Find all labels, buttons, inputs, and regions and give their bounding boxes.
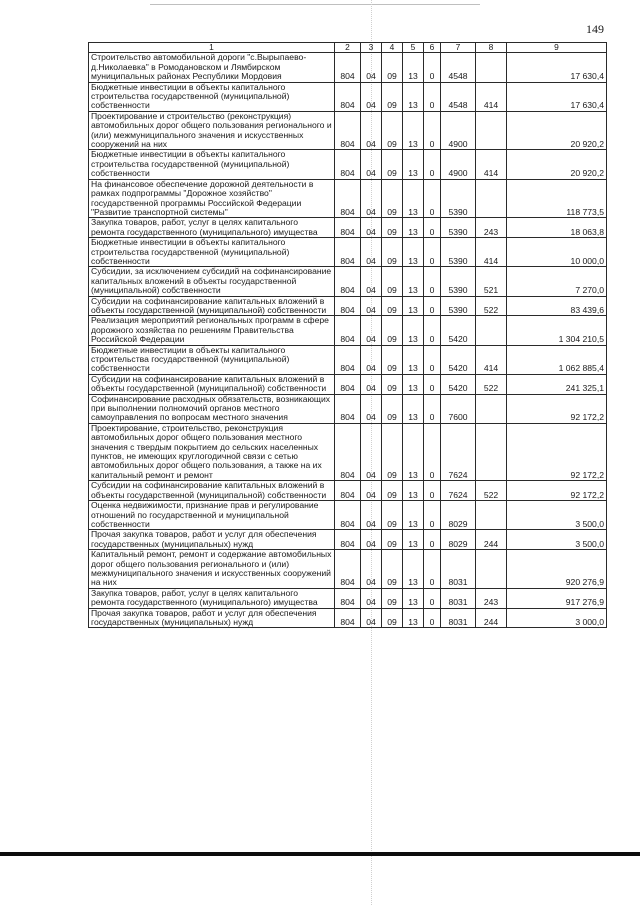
- table-row: [89, 316, 607, 345]
- subsection-cell: 09: [382, 53, 403, 82]
- program-cell: 13: [403, 238, 424, 267]
- admin-code-cell: 804: [335, 179, 361, 218]
- target-code-cell: 4548: [441, 53, 476, 82]
- amount-cell: 92 172,2: [507, 481, 607, 501]
- header-cell: 4: [382, 43, 403, 53]
- admin-code-cell: 804: [335, 53, 361, 82]
- section-cell: 04: [361, 296, 382, 316]
- program-cell: 13: [403, 82, 424, 111]
- admin-code-cell: 804: [335, 394, 361, 423]
- subsection-cell: 09: [382, 150, 403, 179]
- header-cell: 2: [335, 43, 361, 53]
- amount-cell: 241 325,1: [507, 374, 607, 394]
- admin-code-cell: 804: [335, 296, 361, 316]
- program-cell: 13: [403, 423, 424, 480]
- admin-code-cell: 804: [335, 423, 361, 480]
- amount-cell: 7 270,0: [507, 267, 607, 296]
- section-cell: 04: [361, 238, 382, 267]
- expense-type-cell: [476, 179, 507, 218]
- header-cell: 8: [476, 43, 507, 53]
- subprogram-cell: 0: [424, 150, 441, 179]
- expense-type-cell: 243: [476, 588, 507, 608]
- program-cell: 13: [403, 111, 424, 150]
- admin-code-cell: 804: [335, 345, 361, 374]
- section-cell: 04: [361, 501, 382, 530]
- target-code-cell: 8031: [441, 588, 476, 608]
- expense-type-cell: [476, 550, 507, 589]
- description-cell: На финансовое обеспечение дорожной деятельности в рамках подпрограммы "Дорожное хозяйство" государственной программы Российской Федерации "Развитие транспортной системы": [89, 179, 335, 218]
- description-cell: Бюджетные инвестиции в объекты капитального строительства государственной (муниципальной) собственности: [89, 345, 335, 374]
- target-code-cell: 7600: [441, 394, 476, 423]
- expense-type-cell: 414: [476, 82, 507, 111]
- section-cell: 04: [361, 394, 382, 423]
- description-cell: Бюджетные инвестиции в объекты капитального строительства государственной (муниципальной) собственности: [89, 238, 335, 267]
- subprogram-cell: 0: [424, 316, 441, 345]
- section-cell: 04: [361, 82, 382, 111]
- section-cell: 04: [361, 53, 382, 82]
- subprogram-cell: 0: [424, 501, 441, 530]
- target-code-cell: 8031: [441, 608, 476, 628]
- subprogram-cell: 0: [424, 179, 441, 218]
- amount-cell: 3 500,0: [507, 530, 607, 550]
- header-cell: 6: [424, 43, 441, 53]
- subprogram-cell: 0: [424, 374, 441, 394]
- section-cell: 04: [361, 150, 382, 179]
- expense-type-cell: [476, 111, 507, 150]
- target-code-cell: 8029: [441, 501, 476, 530]
- table-row: [89, 550, 607, 589]
- amount-cell: 917 276,9: [507, 588, 607, 608]
- table-row: [89, 588, 607, 608]
- description-cell: Капитальный ремонт, ремонт и содержание автомобильных дорог общего пользования регионального и (или) межмуниципального значения и искусственных сооружений на них: [89, 550, 335, 589]
- subsection-cell: 09: [382, 374, 403, 394]
- program-cell: 13: [403, 296, 424, 316]
- subprogram-cell: 0: [424, 608, 441, 628]
- expense-type-cell: 522: [476, 374, 507, 394]
- description-cell: Проектирование и строительство (реконструкция) автомобильных дорог общего пользования регионального и (или) межмуниципального значения и искусственных сооружений на них: [89, 111, 335, 150]
- admin-code-cell: 804: [335, 374, 361, 394]
- section-cell: 04: [361, 316, 382, 345]
- target-code-cell: 5420: [441, 316, 476, 345]
- subsection-cell: 09: [382, 423, 403, 480]
- table-row: [89, 481, 607, 501]
- amount-cell: 18 063,8: [507, 218, 607, 238]
- subsection-cell: 09: [382, 296, 403, 316]
- expense-type-cell: 414: [476, 238, 507, 267]
- amount-cell: 3 000,0: [507, 608, 607, 628]
- section-cell: 04: [361, 608, 382, 628]
- program-cell: 13: [403, 150, 424, 179]
- target-code-cell: 5390: [441, 296, 476, 316]
- target-code-cell: 8031: [441, 550, 476, 589]
- description-cell: Субсидии на софинансирование капитальных вложений в объекты государственной (муниципальной) собственности: [89, 296, 335, 316]
- description-cell: Строительство автомобильной дороги "с.Вырыпаево-д.Николаевка" в Ромодановском и Лямбирском муниципальных районах Республики Мордовия: [89, 53, 335, 82]
- program-cell: 13: [403, 481, 424, 501]
- program-cell: 13: [403, 53, 424, 82]
- admin-code-cell: 804: [335, 150, 361, 179]
- target-code-cell: 5390: [441, 179, 476, 218]
- subsection-cell: 09: [382, 481, 403, 501]
- subprogram-cell: 0: [424, 111, 441, 150]
- expense-type-cell: 414: [476, 150, 507, 179]
- expense-type-cell: 244: [476, 608, 507, 628]
- subsection-cell: 09: [382, 608, 403, 628]
- target-code-cell: 5420: [441, 374, 476, 394]
- description-cell: Прочая закупка товаров, работ и услуг для обеспечения государственных (муниципальных) нужд: [89, 530, 335, 550]
- table-row: [89, 218, 607, 238]
- section-cell: 04: [361, 179, 382, 218]
- admin-code-cell: 804: [335, 218, 361, 238]
- description-cell: Субсидии, за исключением субсидий на софинансирование капитальных вложений в объекты государственной (муниципальной) собственности: [89, 267, 335, 296]
- expense-type-cell: [476, 423, 507, 480]
- expense-type-cell: 243: [476, 218, 507, 238]
- program-cell: 13: [403, 218, 424, 238]
- scan-bottom-rule: [0, 852, 640, 856]
- admin-code-cell: 804: [335, 111, 361, 150]
- admin-code-cell: 804: [335, 530, 361, 550]
- description-cell: Бюджетные инвестиции в объекты капитального строительства государственной (муниципальной) собственности: [89, 150, 335, 179]
- amount-cell: 20 920,2: [507, 111, 607, 150]
- expense-type-cell: [476, 316, 507, 345]
- subprogram-cell: 0: [424, 267, 441, 296]
- section-cell: 04: [361, 423, 382, 480]
- subprogram-cell: 0: [424, 588, 441, 608]
- admin-code-cell: 804: [335, 550, 361, 589]
- program-cell: 13: [403, 394, 424, 423]
- table-row: [89, 394, 607, 423]
- description-cell: Бюджетные инвестиции в объекты капитального строительства государственной (муниципальной) собственности: [89, 82, 335, 111]
- section-cell: 04: [361, 374, 382, 394]
- table-body: [89, 53, 607, 628]
- subprogram-cell: 0: [424, 423, 441, 480]
- subprogram-cell: 0: [424, 481, 441, 501]
- section-cell: 04: [361, 550, 382, 589]
- subsection-cell: 09: [382, 218, 403, 238]
- amount-cell: 1 062 885,4: [507, 345, 607, 374]
- header-cell: 1: [89, 43, 335, 53]
- subprogram-cell: 0: [424, 394, 441, 423]
- admin-code-cell: 804: [335, 481, 361, 501]
- subsection-cell: 09: [382, 550, 403, 589]
- amount-cell: 920 276,9: [507, 550, 607, 589]
- description-cell: Софинансирование расходных обязательств, возникающих при выполнении полномочий органов местного самоуправления по вопросам местного значения: [89, 394, 335, 423]
- program-cell: 13: [403, 316, 424, 345]
- target-code-cell: 4900: [441, 111, 476, 150]
- subprogram-cell: 0: [424, 345, 441, 374]
- table-row: [89, 345, 607, 374]
- admin-code-cell: 804: [335, 316, 361, 345]
- subsection-cell: 09: [382, 345, 403, 374]
- admin-code-cell: 804: [335, 588, 361, 608]
- expense-type-cell: [476, 53, 507, 82]
- table-row: [89, 111, 607, 150]
- program-cell: 13: [403, 345, 424, 374]
- expense-type-cell: 244: [476, 530, 507, 550]
- section-cell: 04: [361, 588, 382, 608]
- table-row: [89, 150, 607, 179]
- program-cell: 13: [403, 501, 424, 530]
- table-row: [89, 267, 607, 296]
- subsection-cell: 09: [382, 179, 403, 218]
- amount-cell: 17 630,4: [507, 82, 607, 111]
- target-code-cell: 7624: [441, 481, 476, 501]
- table-row: [89, 238, 607, 267]
- header-cell: 3: [361, 43, 382, 53]
- table-row: [89, 296, 607, 316]
- description-cell: Субсидии на софинансирование капитальных вложений в объекты государственной (муниципальной) собственности: [89, 374, 335, 394]
- program-cell: 13: [403, 608, 424, 628]
- admin-code-cell: 804: [335, 267, 361, 296]
- table-row: [89, 608, 607, 628]
- target-code-cell: 5390: [441, 238, 476, 267]
- description-cell: Закупка товаров, работ, услуг в целях капитального ремонта государственного (муниципального) имущества: [89, 588, 335, 608]
- table-row: [89, 530, 607, 550]
- subprogram-cell: 0: [424, 82, 441, 111]
- subsection-cell: 09: [382, 530, 403, 550]
- target-code-cell: 5420: [441, 345, 476, 374]
- admin-code-cell: 804: [335, 82, 361, 111]
- table-row: [89, 501, 607, 530]
- amount-cell: 3 500,0: [507, 501, 607, 530]
- program-cell: 13: [403, 267, 424, 296]
- description-cell: Субсидии на софинансирование капитальных вложений в объекты государственной (муниципальной) собственности: [89, 481, 335, 501]
- table-row: [89, 423, 607, 480]
- subsection-cell: 09: [382, 82, 403, 111]
- amount-cell: 20 920,2: [507, 150, 607, 179]
- admin-code-cell: 804: [335, 238, 361, 267]
- expense-type-cell: [476, 501, 507, 530]
- section-cell: 04: [361, 111, 382, 150]
- header-cell: 9: [507, 43, 607, 53]
- header-cell: 7: [441, 43, 476, 53]
- scan-top-rule: [150, 4, 480, 5]
- target-code-cell: 5390: [441, 267, 476, 296]
- section-cell: 04: [361, 530, 382, 550]
- subprogram-cell: 0: [424, 238, 441, 267]
- table-row: [89, 179, 607, 218]
- section-cell: 04: [361, 267, 382, 296]
- program-cell: 13: [403, 588, 424, 608]
- target-code-cell: 4548: [441, 82, 476, 111]
- subprogram-cell: 0: [424, 296, 441, 316]
- page-number: 149: [586, 22, 604, 36]
- description-cell: Оценка недвижимости, признание прав и регулирование отношений по государственной и муниципальной собственности: [89, 501, 335, 530]
- admin-code-cell: 804: [335, 608, 361, 628]
- section-cell: 04: [361, 481, 382, 501]
- description-cell: Закупка товаров, работ, услуг в целях капитального ремонта государственного (муниципального) имущества: [89, 218, 335, 238]
- table-row: [89, 374, 607, 394]
- subprogram-cell: 0: [424, 550, 441, 589]
- table-header-row: [89, 43, 607, 53]
- amount-cell: 10 000,0: [507, 238, 607, 267]
- program-cell: 13: [403, 550, 424, 589]
- expense-type-cell: 414: [476, 345, 507, 374]
- amount-cell: 92 172,2: [507, 394, 607, 423]
- description-cell: Реализация мероприятий региональных программ в сфере дорожного хозяйства по решениям Правительства Российской Федерации: [89, 316, 335, 345]
- table-row: [89, 53, 607, 82]
- program-cell: 13: [403, 530, 424, 550]
- section-cell: 04: [361, 345, 382, 374]
- section-cell: 04: [361, 218, 382, 238]
- target-code-cell: 5390: [441, 218, 476, 238]
- subsection-cell: 09: [382, 501, 403, 530]
- admin-code-cell: 804: [335, 501, 361, 530]
- expense-type-cell: 521: [476, 267, 507, 296]
- subprogram-cell: 0: [424, 53, 441, 82]
- subsection-cell: 09: [382, 316, 403, 345]
- description-cell: Прочая закупка товаров, работ и услуг для обеспечения государственных (муниципальных) нужд: [89, 608, 335, 628]
- expense-type-cell: 522: [476, 481, 507, 501]
- program-cell: 13: [403, 374, 424, 394]
- amount-cell: 83 439,6: [507, 296, 607, 316]
- budget-table: [88, 42, 607, 628]
- amount-cell: 118 773,5: [507, 179, 607, 218]
- subsection-cell: 09: [382, 394, 403, 423]
- amount-cell: 1 304 210,5: [507, 316, 607, 345]
- amount-cell: 92 172,2: [507, 423, 607, 480]
- expense-type-cell: 522: [476, 296, 507, 316]
- table-row: [89, 82, 607, 111]
- subsection-cell: 09: [382, 111, 403, 150]
- target-code-cell: 4900: [441, 150, 476, 179]
- header-cell: 5: [403, 43, 424, 53]
- program-cell: 13: [403, 179, 424, 218]
- subprogram-cell: 0: [424, 530, 441, 550]
- expense-type-cell: [476, 394, 507, 423]
- subprogram-cell: 0: [424, 218, 441, 238]
- subsection-cell: 09: [382, 588, 403, 608]
- target-code-cell: 8029: [441, 530, 476, 550]
- subsection-cell: 09: [382, 267, 403, 296]
- target-code-cell: 7624: [441, 423, 476, 480]
- amount-cell: 17 630,4: [507, 53, 607, 82]
- description-cell: Проектирование, строительство, реконструкция автомобильных дорог общего пользования местного значения с твердым покрытием до сельских населенных пунктов, не имеющих круглогодичной связи с сетью автомобильных дорог общего пользования, а также на их капитальный ремонт и ремонт: [89, 423, 335, 480]
- subsection-cell: 09: [382, 238, 403, 267]
